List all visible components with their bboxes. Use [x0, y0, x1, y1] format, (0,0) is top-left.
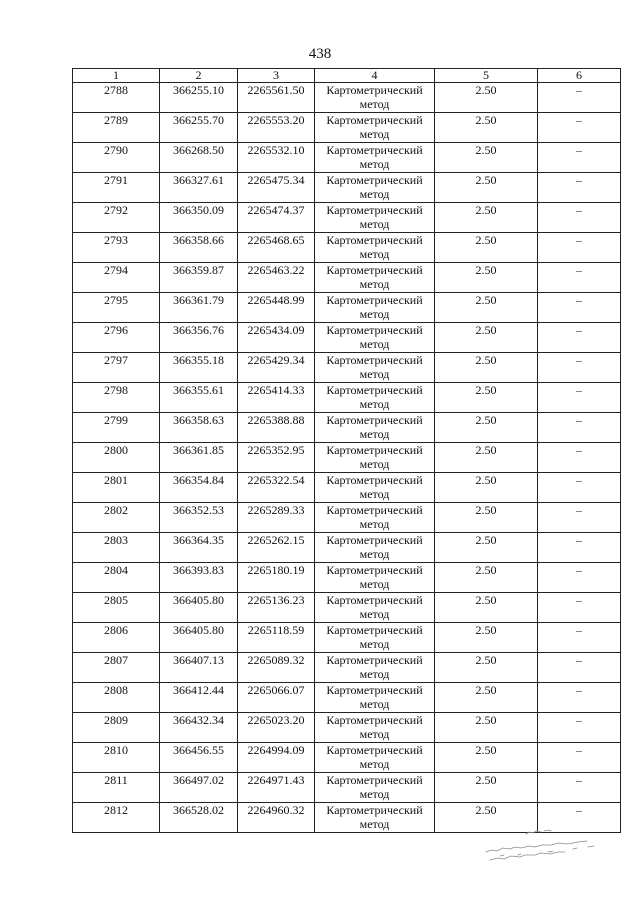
- note-cell: –: [538, 533, 621, 563]
- y-coordinate-cell: 2265532.10: [238, 143, 315, 173]
- accuracy-cell: 2.50: [435, 623, 538, 653]
- note-cell: –: [538, 413, 621, 443]
- point-number-cell: 2801: [73, 473, 160, 503]
- x-coordinate-cell: 366327.61: [160, 173, 238, 203]
- x-coordinate-cell: 366405.80: [160, 623, 238, 653]
- point-number-cell: 2798: [73, 383, 160, 413]
- accuracy-cell: 2.50: [435, 203, 538, 233]
- y-coordinate-cell: 2265414.33: [238, 383, 315, 413]
- table-row: [73, 443, 621, 473]
- y-coordinate-cell: 2264960.32: [238, 803, 315, 833]
- note-cell: –: [538, 653, 621, 683]
- method-cell: Картометрический метод: [315, 263, 435, 293]
- y-coordinate-cell: 2265089.32: [238, 653, 315, 683]
- y-coordinate-cell: 2265136.23: [238, 593, 315, 623]
- y-coordinate-cell: 2265023.20: [238, 713, 315, 743]
- y-coordinate-cell: 2265553.20: [238, 113, 315, 143]
- point-number-cell: 2812: [73, 803, 160, 833]
- y-coordinate-cell: 2265463.22: [238, 263, 315, 293]
- x-coordinate-cell: 366361.85: [160, 443, 238, 473]
- table-row: [73, 323, 621, 353]
- note-cell: –: [538, 803, 621, 833]
- y-coordinate-cell: 2265561.50: [238, 83, 315, 113]
- table-row: [73, 83, 621, 113]
- x-coordinate-cell: 366268.50: [160, 143, 238, 173]
- y-coordinate-cell: 2265262.15: [238, 533, 315, 563]
- note-cell: –: [538, 83, 621, 113]
- table-row: [73, 503, 621, 533]
- method-cell: Картометрический метод: [315, 383, 435, 413]
- accuracy-cell: 2.50: [435, 233, 538, 263]
- accuracy-cell: 2.50: [435, 323, 538, 353]
- table-row: [73, 203, 621, 233]
- point-number-cell: 2809: [73, 713, 160, 743]
- accuracy-cell: 2.50: [435, 653, 538, 683]
- table-row: [73, 263, 621, 293]
- point-number-cell: 2802: [73, 503, 160, 533]
- note-cell: –: [538, 773, 621, 803]
- accuracy-cell: 2.50: [435, 563, 538, 593]
- table-row: [73, 683, 621, 713]
- table-row: [73, 473, 621, 503]
- note-cell: –: [538, 503, 621, 533]
- point-number-cell: 2793: [73, 233, 160, 263]
- table-row: [73, 233, 621, 263]
- accuracy-cell: 2.50: [435, 173, 538, 203]
- point-number-cell: 2807: [73, 653, 160, 683]
- accuracy-cell: 2.50: [435, 773, 538, 803]
- method-cell: Картометрический метод: [315, 113, 435, 143]
- note-cell: –: [538, 563, 621, 593]
- x-coordinate-cell: 366407.13: [160, 653, 238, 683]
- method-cell: Картометрический метод: [315, 233, 435, 263]
- method-cell: Картометрический метод: [315, 203, 435, 233]
- method-cell: Картометрический метод: [315, 803, 435, 833]
- method-cell: Картометрический метод: [315, 323, 435, 353]
- table-row: [73, 743, 621, 773]
- method-cell: Картометрический метод: [315, 443, 435, 473]
- accuracy-cell: 2.50: [435, 413, 538, 443]
- y-coordinate-cell: 2265434.09: [238, 323, 315, 353]
- table-row: [73, 623, 621, 653]
- method-cell: Картометрический метод: [315, 623, 435, 653]
- table-row: [73, 413, 621, 443]
- method-cell: Картометрический метод: [315, 533, 435, 563]
- method-cell: Картометрический метод: [315, 743, 435, 773]
- column-header: 1: [73, 69, 160, 83]
- y-coordinate-cell: 2264971.43: [238, 773, 315, 803]
- table-row: [73, 533, 621, 563]
- table-row: [73, 173, 621, 203]
- y-coordinate-cell: 2265468.65: [238, 233, 315, 263]
- method-cell: Картометрический метод: [315, 473, 435, 503]
- method-cell: Картометрический метод: [315, 173, 435, 203]
- point-number-cell: 2805: [73, 593, 160, 623]
- note-cell: –: [538, 263, 621, 293]
- method-cell: Картометрический метод: [315, 83, 435, 113]
- y-coordinate-cell: 2265289.33: [238, 503, 315, 533]
- accuracy-cell: 2.50: [435, 143, 538, 173]
- y-coordinate-cell: 2265474.37: [238, 203, 315, 233]
- method-cell: Картометрический метод: [315, 293, 435, 323]
- column-header: 6: [538, 69, 621, 83]
- note-cell: –: [538, 623, 621, 653]
- y-coordinate-cell: 2265180.19: [238, 563, 315, 593]
- point-number-cell: 2810: [73, 743, 160, 773]
- point-number-cell: 2808: [73, 683, 160, 713]
- point-number-cell: 2799: [73, 413, 160, 443]
- x-coordinate-cell: 366352.53: [160, 503, 238, 533]
- column-header: 5: [435, 69, 538, 83]
- method-cell: Картометрический метод: [315, 413, 435, 443]
- y-coordinate-cell: 2265475.34: [238, 173, 315, 203]
- method-cell: Картометрический метод: [315, 563, 435, 593]
- table-row: [73, 593, 621, 623]
- point-number-cell: 2796: [73, 323, 160, 353]
- method-cell: Картометрический метод: [315, 353, 435, 383]
- method-cell: Картометрический метод: [315, 653, 435, 683]
- note-cell: –: [538, 173, 621, 203]
- table-row: [73, 113, 621, 143]
- y-coordinate-cell: 2265429.34: [238, 353, 315, 383]
- accuracy-cell: 2.50: [435, 83, 538, 113]
- note-cell: –: [538, 233, 621, 263]
- point-number-cell: 2789: [73, 113, 160, 143]
- signature-mark: [478, 818, 618, 868]
- x-coordinate-cell: 366359.87: [160, 263, 238, 293]
- method-cell: Картометрический метод: [315, 593, 435, 623]
- y-coordinate-cell: 2265066.07: [238, 683, 315, 713]
- table-row: [73, 653, 621, 683]
- note-cell: –: [538, 323, 621, 353]
- x-coordinate-cell: 366528.02: [160, 803, 238, 833]
- x-coordinate-cell: 366355.61: [160, 383, 238, 413]
- accuracy-cell: 2.50: [435, 803, 538, 833]
- y-coordinate-cell: 2265352.95: [238, 443, 315, 473]
- point-number-cell: 2790: [73, 143, 160, 173]
- table-row: [73, 773, 621, 803]
- note-cell: –: [538, 143, 621, 173]
- column-header: 3: [238, 69, 315, 83]
- y-coordinate-cell: 2264994.09: [238, 743, 315, 773]
- x-coordinate-cell: 366354.84: [160, 473, 238, 503]
- x-coordinate-cell: 366355.18: [160, 353, 238, 383]
- y-coordinate-cell: 2265388.88: [238, 413, 315, 443]
- y-coordinate-cell: 2265322.54: [238, 473, 315, 503]
- note-cell: –: [538, 293, 621, 323]
- coordinates-table: [72, 68, 621, 833]
- x-coordinate-cell: 366358.63: [160, 413, 238, 443]
- accuracy-cell: 2.50: [435, 383, 538, 413]
- point-number-cell: 2794: [73, 263, 160, 293]
- accuracy-cell: 2.50: [435, 353, 538, 383]
- x-coordinate-cell: 366255.70: [160, 113, 238, 143]
- method-cell: Картометрический метод: [315, 503, 435, 533]
- accuracy-cell: 2.50: [435, 593, 538, 623]
- point-number-cell: 2804: [73, 563, 160, 593]
- note-cell: –: [538, 203, 621, 233]
- x-coordinate-cell: 366497.02: [160, 773, 238, 803]
- method-cell: Картометрический метод: [315, 143, 435, 173]
- table-body: [73, 83, 621, 833]
- point-number-cell: 2800: [73, 443, 160, 473]
- accuracy-cell: 2.50: [435, 443, 538, 473]
- column-header: 2: [160, 69, 238, 83]
- x-coordinate-cell: 366432.34: [160, 713, 238, 743]
- point-number-cell: 2795: [73, 293, 160, 323]
- accuracy-cell: 2.50: [435, 473, 538, 503]
- accuracy-cell: 2.50: [435, 293, 538, 323]
- table-row: [73, 713, 621, 743]
- note-cell: –: [538, 683, 621, 713]
- table-header-row: [73, 69, 621, 83]
- point-number-cell: 2811: [73, 773, 160, 803]
- method-cell: Картометрический метод: [315, 713, 435, 743]
- x-coordinate-cell: 366255.10: [160, 83, 238, 113]
- accuracy-cell: 2.50: [435, 743, 538, 773]
- note-cell: –: [538, 473, 621, 503]
- point-number-cell: 2797: [73, 353, 160, 383]
- accuracy-cell: 2.50: [435, 683, 538, 713]
- x-coordinate-cell: 366364.35: [160, 533, 238, 563]
- point-number-cell: 2791: [73, 173, 160, 203]
- method-cell: Картометрический метод: [315, 773, 435, 803]
- x-coordinate-cell: 366350.09: [160, 203, 238, 233]
- column-header: 4: [315, 69, 435, 83]
- accuracy-cell: 2.50: [435, 263, 538, 293]
- accuracy-cell: 2.50: [435, 113, 538, 143]
- x-coordinate-cell: 366361.79: [160, 293, 238, 323]
- x-coordinate-cell: 366456.55: [160, 743, 238, 773]
- accuracy-cell: 2.50: [435, 503, 538, 533]
- point-number-cell: 2806: [73, 623, 160, 653]
- page-number: 438: [308, 46, 332, 62]
- x-coordinate-cell: 366358.66: [160, 233, 238, 263]
- table-row: [73, 293, 621, 323]
- note-cell: –: [538, 113, 621, 143]
- note-cell: –: [538, 443, 621, 473]
- x-coordinate-cell: 366405.80: [160, 593, 238, 623]
- note-cell: –: [538, 353, 621, 383]
- accuracy-cell: 2.50: [435, 713, 538, 743]
- x-coordinate-cell: 366356.76: [160, 323, 238, 353]
- table-row: [73, 143, 621, 173]
- note-cell: –: [538, 713, 621, 743]
- point-number-cell: 2803: [73, 533, 160, 563]
- note-cell: –: [538, 593, 621, 623]
- note-cell: –: [538, 743, 621, 773]
- note-cell: –: [538, 383, 621, 413]
- y-coordinate-cell: 2265448.99: [238, 293, 315, 323]
- point-number-cell: 2788: [73, 83, 160, 113]
- accuracy-cell: 2.50: [435, 533, 538, 563]
- point-number-cell: 2792: [73, 203, 160, 233]
- table-row: [73, 563, 621, 593]
- method-cell: Картометрический метод: [315, 683, 435, 713]
- x-coordinate-cell: 366412.44: [160, 683, 238, 713]
- y-coordinate-cell: 2265118.59: [238, 623, 315, 653]
- table-row: [73, 383, 621, 413]
- table-row: [73, 353, 621, 383]
- x-coordinate-cell: 366393.83: [160, 563, 238, 593]
